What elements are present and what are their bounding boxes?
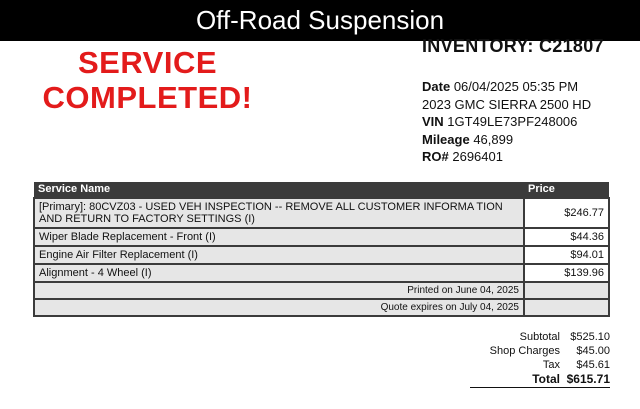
empty-cell [524,299,609,316]
tax-label: Tax [542,359,560,371]
total-value: $615.71 [566,372,610,386]
column-header-price: Price [524,182,609,198]
vehicle-model: 2023 GMC SIERRA 2500 HD [422,96,592,112]
printed-row [34,282,609,299]
totals-summary [470,330,610,388]
service-completed-stamp [40,45,255,115]
subtotal-row [470,330,610,344]
vin-value: 1GT49LE73PF248006 [447,114,578,129]
date-row [422,78,591,96]
tax-row [470,358,610,372]
table-row [34,264,609,282]
shop-charges-label: Shop Charges [489,345,560,357]
stamp-line-2: COMPLETED! [42,80,253,115]
table-row [34,198,609,228]
date-value: 06/04/2025 05:35 PM [453,79,579,94]
tax-value: $45.61 [576,359,610,371]
vin-row [422,113,591,131]
mileage-value: 46,899 [473,131,514,147]
service-name-cell: Engine Air Filter Replacement (I) [34,246,524,264]
expires-row [34,299,609,316]
total-row [470,372,610,388]
service-table [33,182,610,317]
vehicle-info [422,78,591,166]
service-name-cell: Alignment - 4 Wheel (I) [34,264,524,282]
stamp-line-1: SERVICE [77,45,218,80]
ro-label: RO# [422,149,449,164]
printed-date: Printed on June 04, 2025 [34,282,524,299]
vin-label: VIN [422,114,444,129]
mileage-label: Mileage [422,131,470,147]
service-name-cell: [Primary]: 80CVZ03 - USED VEH INSPECTION -- REMOVE ALL CUSTOMER INFORMA TION AND RETURN TO FACTORY SETTINGS (I) [34,198,524,228]
quote-expiry: Quote expires on July 04, 2025 [34,299,524,316]
service-name-cell: Wiper Blade Replacement - Front (I) [34,228,524,246]
empty-cell [524,282,609,299]
mileage-row [422,131,591,149]
shop-charges-row [470,344,610,358]
table-row [34,246,609,264]
column-header-service-name: Service Name [34,182,524,198]
page-title: Off-Road Suspension [195,5,445,35]
price-cell: $94.01 [524,246,609,264]
subtotal-value: $525.10 [570,331,610,343]
table-header-row [34,182,609,198]
ro-row [422,148,591,166]
header-bar [0,0,640,41]
price-cell: $44.36 [524,228,609,246]
table-row [34,228,609,246]
shop-charges-value: $45.00 [576,345,610,357]
subtotal-label: Subtotal [519,331,560,343]
ro-value: 2696401 [452,149,503,164]
price-cell: $246.77 [524,198,609,228]
total-label: Total [532,372,560,386]
inventory-number: INVENTORY: C21807 [422,36,604,56]
date-label: Date [422,79,451,94]
price-cell: $139.96 [524,264,609,282]
